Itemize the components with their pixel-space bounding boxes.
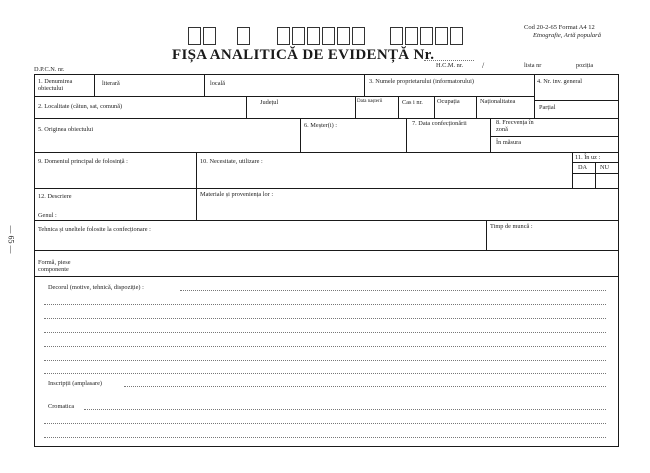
field-nr-inv: 4. Nr. inv. general: [537, 78, 583, 85]
field-materiale: Materiale și proveniența lor :: [200, 191, 274, 198]
code-box: [277, 27, 290, 45]
field-data-confectionarii: 7. Data confecționării: [412, 120, 467, 127]
code-box: [352, 27, 365, 45]
code-box: [322, 27, 335, 45]
field-forma: Formă, piese componente: [38, 259, 71, 273]
field-judetul: Județul: [260, 99, 279, 106]
field-denumirea: 1. Denumirea obiectului: [38, 78, 73, 92]
field-originea: 5. Originea obiectului: [38, 126, 94, 133]
field-data-nasterii: Data nașterii: [357, 99, 383, 104]
field-descriere: 12. Descriere: [38, 193, 72, 200]
field-cromatica: Cromatica: [48, 403, 75, 410]
field-nationalitatea: Naționalitatea: [480, 98, 516, 105]
field-partial: Parțial: [539, 104, 556, 111]
dpcn-label: D.P.C.N. nr.: [34, 66, 65, 73]
field-in-masura: În măsura: [496, 139, 522, 146]
code-box: [390, 27, 403, 45]
field-necesitate: 10. Necesitate, utilizare :: [200, 158, 263, 165]
field-proprietar: 3. Numele proprietarului (informatorului): [369, 78, 474, 85]
hcm-label: H.C.M. nr.: [436, 62, 464, 69]
form-category: Etnografie, Artă populară: [533, 32, 601, 39]
lista-label: lista nr: [524, 62, 542, 69]
field-localitate: 2. Localitate (cătun, sat, comună): [38, 103, 123, 110]
checkbox-nu-label: NU: [600, 164, 610, 171]
code-box: [188, 27, 201, 45]
field-in-uz: 11. În uz :: [575, 154, 601, 161]
field-cas-nr: Cas i nr.: [402, 99, 423, 106]
code-box: [307, 27, 320, 45]
code-box: [435, 27, 448, 45]
code-box: [450, 27, 463, 45]
field-frecventa: 8. Frecvența în zonă: [496, 119, 534, 133]
pozitia-label: poziția: [576, 62, 594, 69]
code-box: [337, 27, 350, 45]
field-literara: literară: [102, 80, 120, 87]
field-ocupatia: Ocupația: [437, 98, 460, 105]
field-tehnica: Tehnica și uneltele folosite la confecționare :: [38, 226, 151, 233]
code-box: [420, 27, 433, 45]
title-number-line: [424, 60, 474, 61]
checkbox-da-label: DA: [578, 164, 588, 171]
field-inscriptii: Inscripții (amplasare): [48, 380, 103, 387]
hcm-slash: /: [482, 61, 485, 70]
field-timp-munca: Timp de muncă :: [490, 223, 533, 230]
code-box: [237, 27, 250, 45]
page-title: FIȘA ANALITICĂ DE EVIDENȚĂ Nr.: [172, 47, 435, 63]
code-box: [292, 27, 305, 45]
code-box: [203, 27, 216, 45]
field-mesteri: 6. Meșter(i) :: [304, 122, 338, 129]
field-decorul: Decorul (motive, tehnică, dispoziție) :: [48, 284, 144, 291]
page-number: — 65 —: [6, 225, 16, 254]
code-box: [405, 27, 418, 45]
field-locala: locală: [210, 80, 226, 87]
form-code: Cod 20-2-65 Format A4 12: [524, 24, 595, 31]
field-domeniul: 9. Domeniul principal de folosință :: [38, 158, 128, 165]
field-genul: Genul :: [38, 212, 57, 219]
